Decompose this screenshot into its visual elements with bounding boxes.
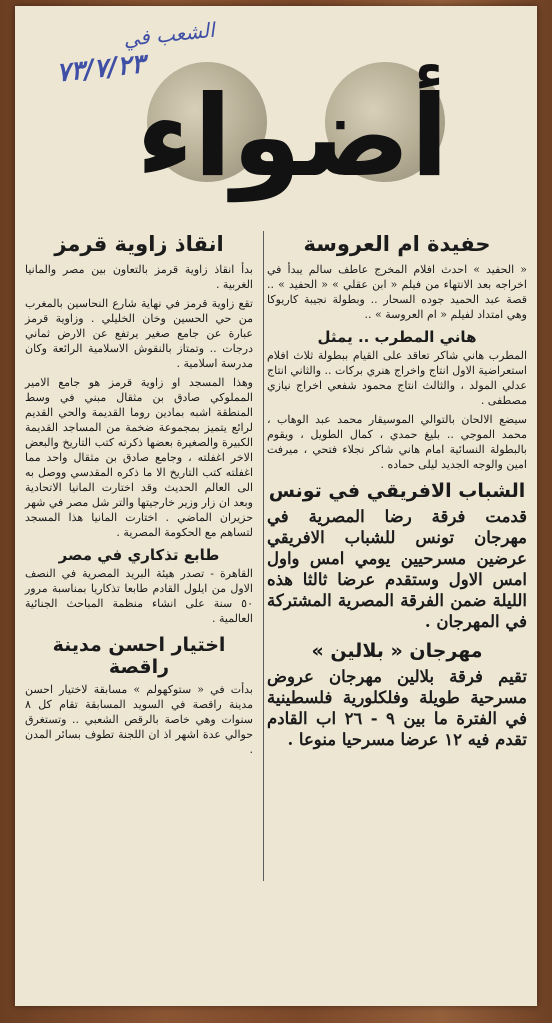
article-headline: الشباب الافريقي في تونس [268, 480, 526, 502]
masthead [55, 54, 530, 204]
article-headline: مهرجان « بلالين » [311, 640, 483, 662]
article-headline: اختيار احسن مدينة راقصة [52, 634, 226, 678]
handwritten-source: الشعب في [122, 17, 216, 52]
article-paragraph: « الحفيد » احدث افلام المخرج عاطف سالم يبدأ في اخراجه بعد الانتهاء من فيلم « ابن عقلي » « الحفيد » .. قصة عبد الحميد جوده السحار .. وبطولة نجيبة كاريوكا وهي امتداد لفيلم « ام العروسة » .. [267, 263, 527, 321]
article-paragraph: تقع زاوية قرمز في نهاية شارع النحاسين بالمغرب من حي الحسين وخان الخليلي . وزاوية قرمز عبارة عن جامع صغير يرتفع عن الارض ثماني درجات .. وتمتاز بالنقوش الاسلامية الرائعة وكان مدرسة اسلامية . [25, 297, 253, 370]
right-column [267, 228, 527, 754]
article-grandchild [267, 232, 527, 322]
handwritten-date: ٧٣/٧/٢٣ [55, 49, 147, 89]
article-headline: طابع تذكاري في مصر [58, 546, 220, 564]
article-headline: هاني المطرب .. يمثل [317, 328, 477, 346]
article-headline: حفيدة ام العروسة [303, 232, 491, 256]
newspaper-clipping [15, 6, 537, 1006]
article-headline: انقاذ زاوية قرمز [54, 232, 224, 256]
article-commemorative-stamp [25, 546, 253, 626]
masthead-title: أضواء [136, 72, 449, 202]
article-paragraph: وهذا المسجد او زاوية قرمز هو جامع الامير المملوكي صادق بن مثقال مبني في وسط المنطقة اشبه بمادين روما القديمة والحي القديم لرائع يتميز بمجموعة ضخمة من المساجد القديمة الكبيرة والصغيرة بعضها ذكرته كتب التاريخ والبعض الاخر اغفلته ، وجامع صادق بن مثقال واحد مما اغفلته كتب التاريخ الا ما ذكره المقدسي ووصل به الى العالم الحديث وقد اختارت المانيا الاتحادية وبعد ان زار وزير خارجيتها والتر شل مصر في شهر حزيران الماضي . اختارت المانيا هذا المسجد لتساهم مع الحكومة المصرية . [25, 376, 253, 539]
article-paragraph: تقيم فرقة بلالين مهرجان عروض مسرحية طويلة وفلكلورية فلسطينية في الفترة ما بين ٩ - ٢٦ اب القادم تقدم فيه ١٢ عرضا مسرحيا منوعا . [267, 667, 527, 749]
article-paragraph: القاهرة - تصدر هيئة البريد المصرية في النصف الاول من ايلول القادم طابعا تذكاريا بمناسبة مرور ٥٠ سنة على انشاء منظمة المباحث الجنائية العالمية . [25, 567, 253, 625]
article-paragraph: قدمت فرقة رضا المصرية في مهرجان تونس للشباب الافريقي عرضين مسرحيين يومي امس واول امس الاول وستقدم عرضا ثالثا هذه الليلة ضمن الفرقة المصرية المشتركة في المهرجان . [267, 507, 527, 631]
article-paragraph: بدأ انقاذ زاوية قرمز بالتعاون بين مصر والمانيا الغربية . [25, 263, 253, 291]
article-hani-singer [267, 328, 527, 472]
left-column [25, 228, 253, 761]
article-paragraph: بدأت في « ستوكهولم » مسابقة لاختيار احسن مدينة راقصة في السويد المسابقة تقام كل ٨ سنوات وهي خاصة بالرقص الشعبي .. وتستغرق حوالي عدة اشهر اذ ان اللجنة تطوف بسائر المدن . [25, 683, 253, 756]
article-paragraph: المطرب هاني شاكر تعاقد على القيام ببطولة ثلاث افلام استعراضية الاول انتاج واخراج هنري بركات .. والثاني انتاج عدلي المولد ، والثالث انتاج محمود شفعي اخراج نيازي مصطفى . [267, 349, 527, 407]
article-paragraph: سيضع الالحان بالتوالي الموسيقار محمد عبد الوهاب ، محمد الموجي .. بليغ حمدي ، كمال الطويل ، ويقوم بالبطولة النسائية امام هاني شاكر نجلاء فتحي ، ميرفت امين والوجه الجديد ليلى حماده . [267, 413, 527, 471]
article-dancing-city [25, 634, 253, 757]
column-divider [263, 231, 264, 881]
article-african-youth [267, 480, 527, 632]
article-qirmiz-corner [25, 232, 253, 540]
article-balalin-festival [267, 640, 527, 750]
